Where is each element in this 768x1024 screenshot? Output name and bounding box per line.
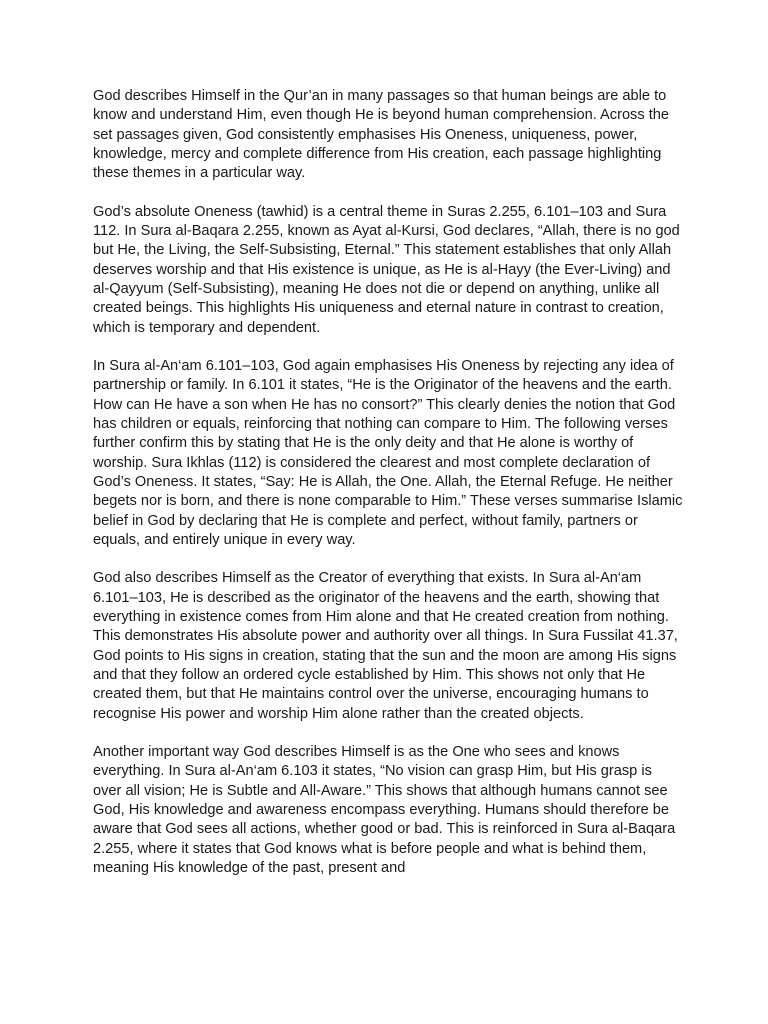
paragraph-all-seeing: Another important way God describes Himself is as the One who sees and knows everything. In Sura al-An‘am 6.103 it states, “No vision can grasp Him, but His grasp is over all vision; He is Subtle and All-Aware.” This shows that although humans cannot see God, His knowledge and awareness encompass everything. Humans should therefore be aware that God sees all actions, whether good or bad. This is reinforced in Sura al-Baqara 2.255, where it states that God knows what is before people and what is behind them, meaning His knowledge of the past, present and xyxy=(93,744,676,876)
paragraph-oneness: God’s absolute Oneness (tawhid) is a central theme in Suras 2.255, 6.101–103 and Sura 112. In Sura al-Baqara 2.255, known as Ayat al-Kursi, God declares, “Allah, there is no god but He, the Living, the Self-Subsisting, Eternal.” This statement establishes that only Allah deserves worship and that His existence is unique, as He is al-Hayy (the Ever-Living) and al-Qayyum (Self-Subsisting), meaning He does not die or depend on anything, unlike all created beings. This highlights His uniqueness and eternal nature in contrast to creation, which is temporary and dependent. xyxy=(93,203,680,336)
document-body xyxy=(93,87,683,897)
paragraph-intro: God describes Himself in the Qur’an in many passages so that human beings are able to know and understand Him, even though He is beyond human comprehension. Across the set passages given, God consistently emphasises His Oneness, uniqueness, power, knowledge, mercy and complete difference from His creation, each passage highlighting these themes in a particular way. xyxy=(93,88,669,182)
paragraph-creator: God also describes Himself as the Creator of everything that exists. In Sura al-An‘am 6.101–103, He is described as the originator of the heavens and the earth, showing that everything in existence comes from Him alone and that He created creation from nothing. This demonstrates His absolute power and authority over all things. In Sura Fussilat 41.37, God points to His signs in creation, stating that the sun and the moon are among His signs and that they follow an ordered cycle established by Him. This shows not only that He created them, but that He maintains control over the universe, encouraging humans to recognise His power and worship Him alone rather than the created objects. xyxy=(93,570,678,722)
paragraph-anam-ikhlas: In Sura al-An‘am 6.101–103, God again emphasises His Oneness by rejecting any idea of partnership or family. In 6.101 it states, “He is the Originator of the heavens and the earth. How can He have a son when He has no consort?” This clearly denies the notion that God has children or equals, reinforcing that nothing can compare to Him. The following verses further confirm this by stating that He is the only deity and that He alone is worthy of worship. Sura Ikhlas (112) is considered the clearest and most complete declaration of God’s Oneness. It states, “Say: He is Allah, the One. Allah, the Eternal Refuge. He neither begets nor is born, and there is none comparable to Him.” These verses summarise Islamic belief in God by declaring that He is complete and perfect, without family, partners or equals, and entirely unique in every way. xyxy=(93,358,683,548)
